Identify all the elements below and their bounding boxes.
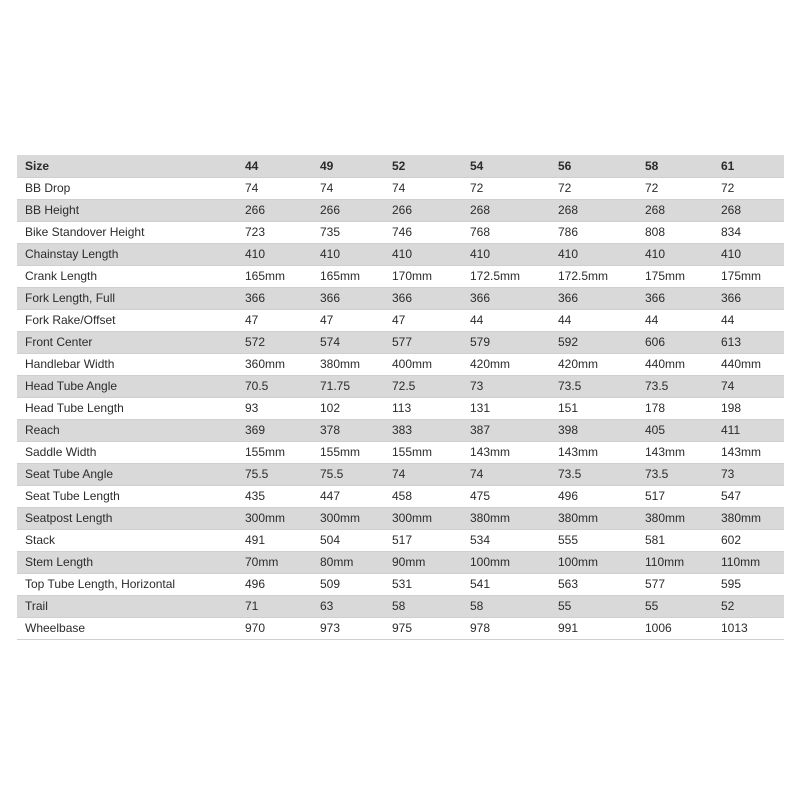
table-cell: 592 xyxy=(550,331,637,353)
table-cell: 143mm xyxy=(462,441,550,463)
table-cell: 398 xyxy=(550,419,637,441)
table-cell: 411 xyxy=(713,419,784,441)
table-cell: 266 xyxy=(312,199,384,221)
table-cell: 175mm xyxy=(713,265,784,287)
table-cell: 74 xyxy=(237,177,312,199)
row-label: Seat Tube Angle xyxy=(17,463,237,485)
table-row xyxy=(17,309,784,331)
table-cell: 746 xyxy=(384,221,462,243)
size-header-cell: 52 xyxy=(384,155,462,177)
table-cell: 380mm xyxy=(462,507,550,529)
table-cell: 991 xyxy=(550,617,637,639)
table-cell: 768 xyxy=(462,221,550,243)
table-cell: 268 xyxy=(637,199,713,221)
size-header-cell: 61 xyxy=(713,155,784,177)
table-cell: 574 xyxy=(312,331,384,353)
table-cell: 47 xyxy=(312,309,384,331)
table-cell: 100mm xyxy=(462,551,550,573)
row-label: Front Center xyxy=(17,331,237,353)
table-cell: 55 xyxy=(550,595,637,617)
table-cell: 735 xyxy=(312,221,384,243)
table-row xyxy=(17,287,784,309)
table-cell: 58 xyxy=(384,595,462,617)
table-cell: 74 xyxy=(713,375,784,397)
table-cell: 143mm xyxy=(713,441,784,463)
table-cell: 973 xyxy=(312,617,384,639)
row-label: Fork Length, Full xyxy=(17,287,237,309)
table-row xyxy=(17,177,784,199)
table-cell: 44 xyxy=(550,309,637,331)
table-cell: 380mm xyxy=(550,507,637,529)
table-cell: 72 xyxy=(713,177,784,199)
table-cell: 595 xyxy=(713,573,784,595)
table-cell: 504 xyxy=(312,529,384,551)
size-header-row xyxy=(17,155,784,177)
table-cell: 613 xyxy=(713,331,784,353)
table-cell: 723 xyxy=(237,221,312,243)
size-header-cell: 49 xyxy=(312,155,384,177)
table-cell: 572 xyxy=(237,331,312,353)
table-row xyxy=(17,375,784,397)
table-cell: 170mm xyxy=(384,265,462,287)
table-cell: 75.5 xyxy=(237,463,312,485)
table-cell: 808 xyxy=(637,221,713,243)
table-cell: 266 xyxy=(237,199,312,221)
table-cell: 366 xyxy=(637,287,713,309)
table-cell: 366 xyxy=(312,287,384,309)
table-cell: 1006 xyxy=(637,617,713,639)
table-cell: 155mm xyxy=(384,441,462,463)
table-cell: 266 xyxy=(384,199,462,221)
table-cell: 74 xyxy=(384,177,462,199)
table-cell: 410 xyxy=(550,243,637,265)
table-cell: 73.5 xyxy=(550,463,637,485)
row-label: Fork Rake/Offset xyxy=(17,309,237,331)
table-cell: 541 xyxy=(462,573,550,595)
table-cell: 517 xyxy=(637,485,713,507)
table-cell: 74 xyxy=(384,463,462,485)
table-cell: 579 xyxy=(462,331,550,353)
table-cell: 300mm xyxy=(237,507,312,529)
table-cell: 547 xyxy=(713,485,784,507)
row-label: BB Drop xyxy=(17,177,237,199)
table-cell: 387 xyxy=(462,419,550,441)
table-cell: 113 xyxy=(384,397,462,419)
row-label: Head Tube Length xyxy=(17,397,237,419)
row-label: BB Height xyxy=(17,199,237,221)
table-cell: 73 xyxy=(713,463,784,485)
table-cell: 178 xyxy=(637,397,713,419)
table-cell: 74 xyxy=(462,463,550,485)
row-label: Top Tube Length, Horizontal xyxy=(17,573,237,595)
table-cell: 577 xyxy=(384,331,462,353)
table-cell: 63 xyxy=(312,595,384,617)
table-cell: 80mm xyxy=(312,551,384,573)
size-header-cell: 44 xyxy=(237,155,312,177)
table-cell: 496 xyxy=(550,485,637,507)
table-cell: 143mm xyxy=(637,441,713,463)
table-cell: 509 xyxy=(312,573,384,595)
size-header-label: Size xyxy=(17,155,237,177)
table-cell: 198 xyxy=(713,397,784,419)
table-cell: 72 xyxy=(550,177,637,199)
table-row xyxy=(17,199,784,221)
table-cell: 563 xyxy=(550,573,637,595)
table-row xyxy=(17,595,784,617)
table-cell: 72 xyxy=(462,177,550,199)
table-row xyxy=(17,463,784,485)
row-label: Stem Length xyxy=(17,551,237,573)
table-cell: 380mm xyxy=(312,353,384,375)
table-row xyxy=(17,441,784,463)
table-cell: 70mm xyxy=(237,551,312,573)
table-cell: 1013 xyxy=(713,617,784,639)
row-label: Wheelbase xyxy=(17,617,237,639)
size-header-cell: 58 xyxy=(637,155,713,177)
table-cell: 606 xyxy=(637,331,713,353)
row-label: Seat Tube Length xyxy=(17,485,237,507)
table-cell: 420mm xyxy=(462,353,550,375)
table-cell: 360mm xyxy=(237,353,312,375)
table-cell: 380mm xyxy=(713,507,784,529)
table-cell: 268 xyxy=(550,199,637,221)
table-row xyxy=(17,617,784,639)
size-header-cell: 56 xyxy=(550,155,637,177)
table-cell: 155mm xyxy=(312,441,384,463)
table-cell: 366 xyxy=(462,287,550,309)
table-row xyxy=(17,331,784,353)
table-cell: 44 xyxy=(713,309,784,331)
table-cell: 475 xyxy=(462,485,550,507)
table-cell: 366 xyxy=(384,287,462,309)
row-label: Chainstay Length xyxy=(17,243,237,265)
table-cell: 75.5 xyxy=(312,463,384,485)
table-row xyxy=(17,265,784,287)
table-cell: 73 xyxy=(462,375,550,397)
row-label: Handlebar Width xyxy=(17,353,237,375)
row-label: Stack xyxy=(17,529,237,551)
table-cell: 44 xyxy=(462,309,550,331)
row-label: Bike Standover Height xyxy=(17,221,237,243)
table-cell: 420mm xyxy=(550,353,637,375)
table-cell: 410 xyxy=(713,243,784,265)
table-cell: 400mm xyxy=(384,353,462,375)
row-label: Saddle Width xyxy=(17,441,237,463)
table-cell: 110mm xyxy=(637,551,713,573)
table-cell: 73.5 xyxy=(637,463,713,485)
table-cell: 47 xyxy=(384,309,462,331)
table-cell: 517 xyxy=(384,529,462,551)
table-cell: 458 xyxy=(384,485,462,507)
table-cell: 55 xyxy=(637,595,713,617)
table-cell: 366 xyxy=(237,287,312,309)
table-cell: 410 xyxy=(312,243,384,265)
table-row xyxy=(17,397,784,419)
table-cell: 786 xyxy=(550,221,637,243)
table-cell: 172.5mm xyxy=(462,265,550,287)
table-cell: 175mm xyxy=(637,265,713,287)
table-cell: 366 xyxy=(550,287,637,309)
table-cell: 90mm xyxy=(384,551,462,573)
table-cell: 47 xyxy=(237,309,312,331)
table-cell: 440mm xyxy=(637,353,713,375)
table-cell: 72.5 xyxy=(384,375,462,397)
table-row xyxy=(17,551,784,573)
table-cell: 102 xyxy=(312,397,384,419)
geometry-table xyxy=(17,155,784,640)
table-cell: 71 xyxy=(237,595,312,617)
table-cell: 73.5 xyxy=(550,375,637,397)
table-row xyxy=(17,221,784,243)
table-cell: 440mm xyxy=(713,353,784,375)
table-row xyxy=(17,573,784,595)
table-cell: 58 xyxy=(462,595,550,617)
row-label: Head Tube Angle xyxy=(17,375,237,397)
row-label: Seatpost Length xyxy=(17,507,237,529)
row-label: Reach xyxy=(17,419,237,441)
table-cell: 978 xyxy=(462,617,550,639)
table-cell: 100mm xyxy=(550,551,637,573)
table-cell: 70.5 xyxy=(237,375,312,397)
table-row xyxy=(17,243,784,265)
table-cell: 975 xyxy=(384,617,462,639)
table-cell: 602 xyxy=(713,529,784,551)
table-cell: 155mm xyxy=(237,441,312,463)
row-label: Crank Length xyxy=(17,265,237,287)
size-header-cell: 54 xyxy=(462,155,550,177)
table-cell: 447 xyxy=(312,485,384,507)
table-cell: 380mm xyxy=(637,507,713,529)
table-cell: 491 xyxy=(237,529,312,551)
table-row xyxy=(17,507,784,529)
table-cell: 44 xyxy=(637,309,713,331)
table-row xyxy=(17,353,784,375)
table-cell: 410 xyxy=(384,243,462,265)
table-cell: 834 xyxy=(713,221,784,243)
table-row xyxy=(17,529,784,551)
table-cell: 410 xyxy=(237,243,312,265)
table-cell: 577 xyxy=(637,573,713,595)
table-cell: 300mm xyxy=(312,507,384,529)
table-cell: 581 xyxy=(637,529,713,551)
table-cell: 151 xyxy=(550,397,637,419)
table-cell: 52 xyxy=(713,595,784,617)
table-cell: 165mm xyxy=(312,265,384,287)
table-cell: 131 xyxy=(462,397,550,419)
table-cell: 555 xyxy=(550,529,637,551)
table-cell: 405 xyxy=(637,419,713,441)
row-label: Trail xyxy=(17,595,237,617)
geometry-table-body xyxy=(17,155,784,639)
table-cell: 410 xyxy=(637,243,713,265)
table-cell: 531 xyxy=(384,573,462,595)
table-cell: 143mm xyxy=(550,441,637,463)
table-cell: 74 xyxy=(312,177,384,199)
table-row xyxy=(17,485,784,507)
table-cell: 72 xyxy=(637,177,713,199)
table-cell: 71.75 xyxy=(312,375,384,397)
table-cell: 300mm xyxy=(384,507,462,529)
table-cell: 435 xyxy=(237,485,312,507)
table-cell: 172.5mm xyxy=(550,265,637,287)
table-cell: 369 xyxy=(237,419,312,441)
table-cell: 93 xyxy=(237,397,312,419)
table-row xyxy=(17,419,784,441)
table-cell: 534 xyxy=(462,529,550,551)
table-cell: 268 xyxy=(462,199,550,221)
table-cell: 268 xyxy=(713,199,784,221)
table-cell: 970 xyxy=(237,617,312,639)
table-cell: 110mm xyxy=(713,551,784,573)
table-cell: 73.5 xyxy=(637,375,713,397)
table-cell: 366 xyxy=(713,287,784,309)
table-cell: 383 xyxy=(384,419,462,441)
table-cell: 496 xyxy=(237,573,312,595)
table-cell: 165mm xyxy=(237,265,312,287)
table-cell: 410 xyxy=(462,243,550,265)
table-cell: 378 xyxy=(312,419,384,441)
